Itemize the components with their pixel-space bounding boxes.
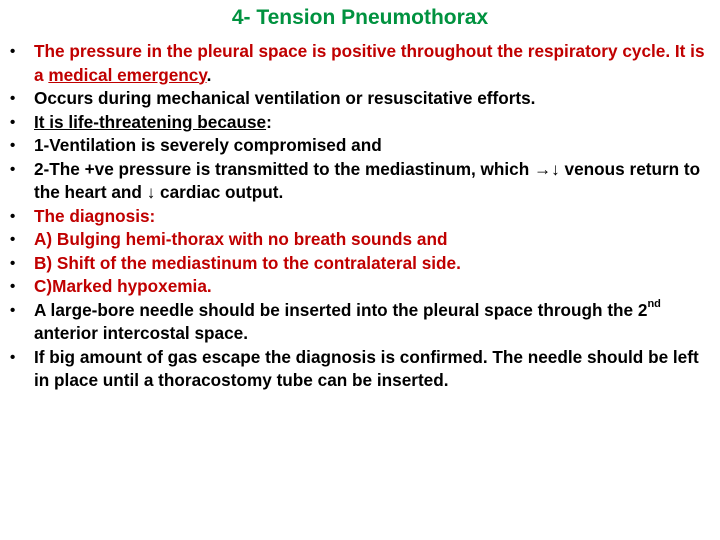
list-item: [10, 111, 712, 135]
bullet-icon: •: [10, 207, 16, 225]
list-item: [10, 134, 712, 158]
item-text: A large-bore needle should be inserted into the pleural space through the 2: [34, 299, 648, 320]
list-item: [10, 252, 712, 276]
list-item: [10, 346, 712, 393]
item-text: Occurs during mechanical ventilation or resuscitative efforts.: [34, 88, 536, 108]
item-text: The pressure in the pleural space is positive throughout the respiratory cycle. It is a: [34, 41, 705, 85]
bullet-icon: •: [10, 137, 16, 154]
item-text: A) Bulging hemi-thorax with no breath sounds and: [34, 229, 448, 249]
bullet-list: [10, 40, 712, 393]
list-item: [10, 40, 712, 87]
item-text: B) Shift of the mediastinum to the contralateral side.: [34, 252, 461, 273]
list-item: [10, 299, 712, 346]
item-text: 1-Ventilation is severely compromised and: [34, 135, 382, 155]
list-item: [10, 87, 712, 111]
item-text: C)Marked hypoxemia.: [34, 276, 212, 296]
bullet-icon: •: [10, 301, 16, 319]
bullet-icon: •: [10, 348, 16, 366]
bullet-icon: •: [10, 231, 16, 248]
bullet-icon: •: [10, 254, 16, 272]
item-text-underlined: medical emergency: [48, 64, 207, 85]
item-text: If big amount of gas escape the diagnosis is confirmed. The needle should be left in place until a thoracostomy tube can be inserted.: [34, 346, 699, 390]
item-text-underlined: It is life-threatening because: [34, 111, 267, 132]
list-item: [10, 228, 712, 252]
slide-title: 4- Tension Pneumothorax: [231, 6, 489, 29]
list-item: [10, 158, 712, 205]
bullet-icon: •: [10, 278, 16, 295]
item-text: .: [206, 64, 212, 85]
item-text: 2-The +ve pressure is transmitted to the mediastinum, which →↓ venous return to the heart and ↓ cardiac output.: [34, 158, 701, 202]
superscript: nd: [647, 297, 661, 310]
bullet-icon: •: [10, 43, 16, 60]
bullet-icon: •: [10, 160, 16, 178]
bullet-icon: •: [10, 90, 16, 107]
item-text: The diagnosis:: [34, 205, 156, 226]
bullet-icon: •: [10, 113, 16, 131]
list-item: [10, 275, 712, 299]
list-item: [10, 205, 712, 229]
item-text: :: [266, 111, 272, 132]
item-text: anterior intercostal space.: [34, 323, 248, 343]
